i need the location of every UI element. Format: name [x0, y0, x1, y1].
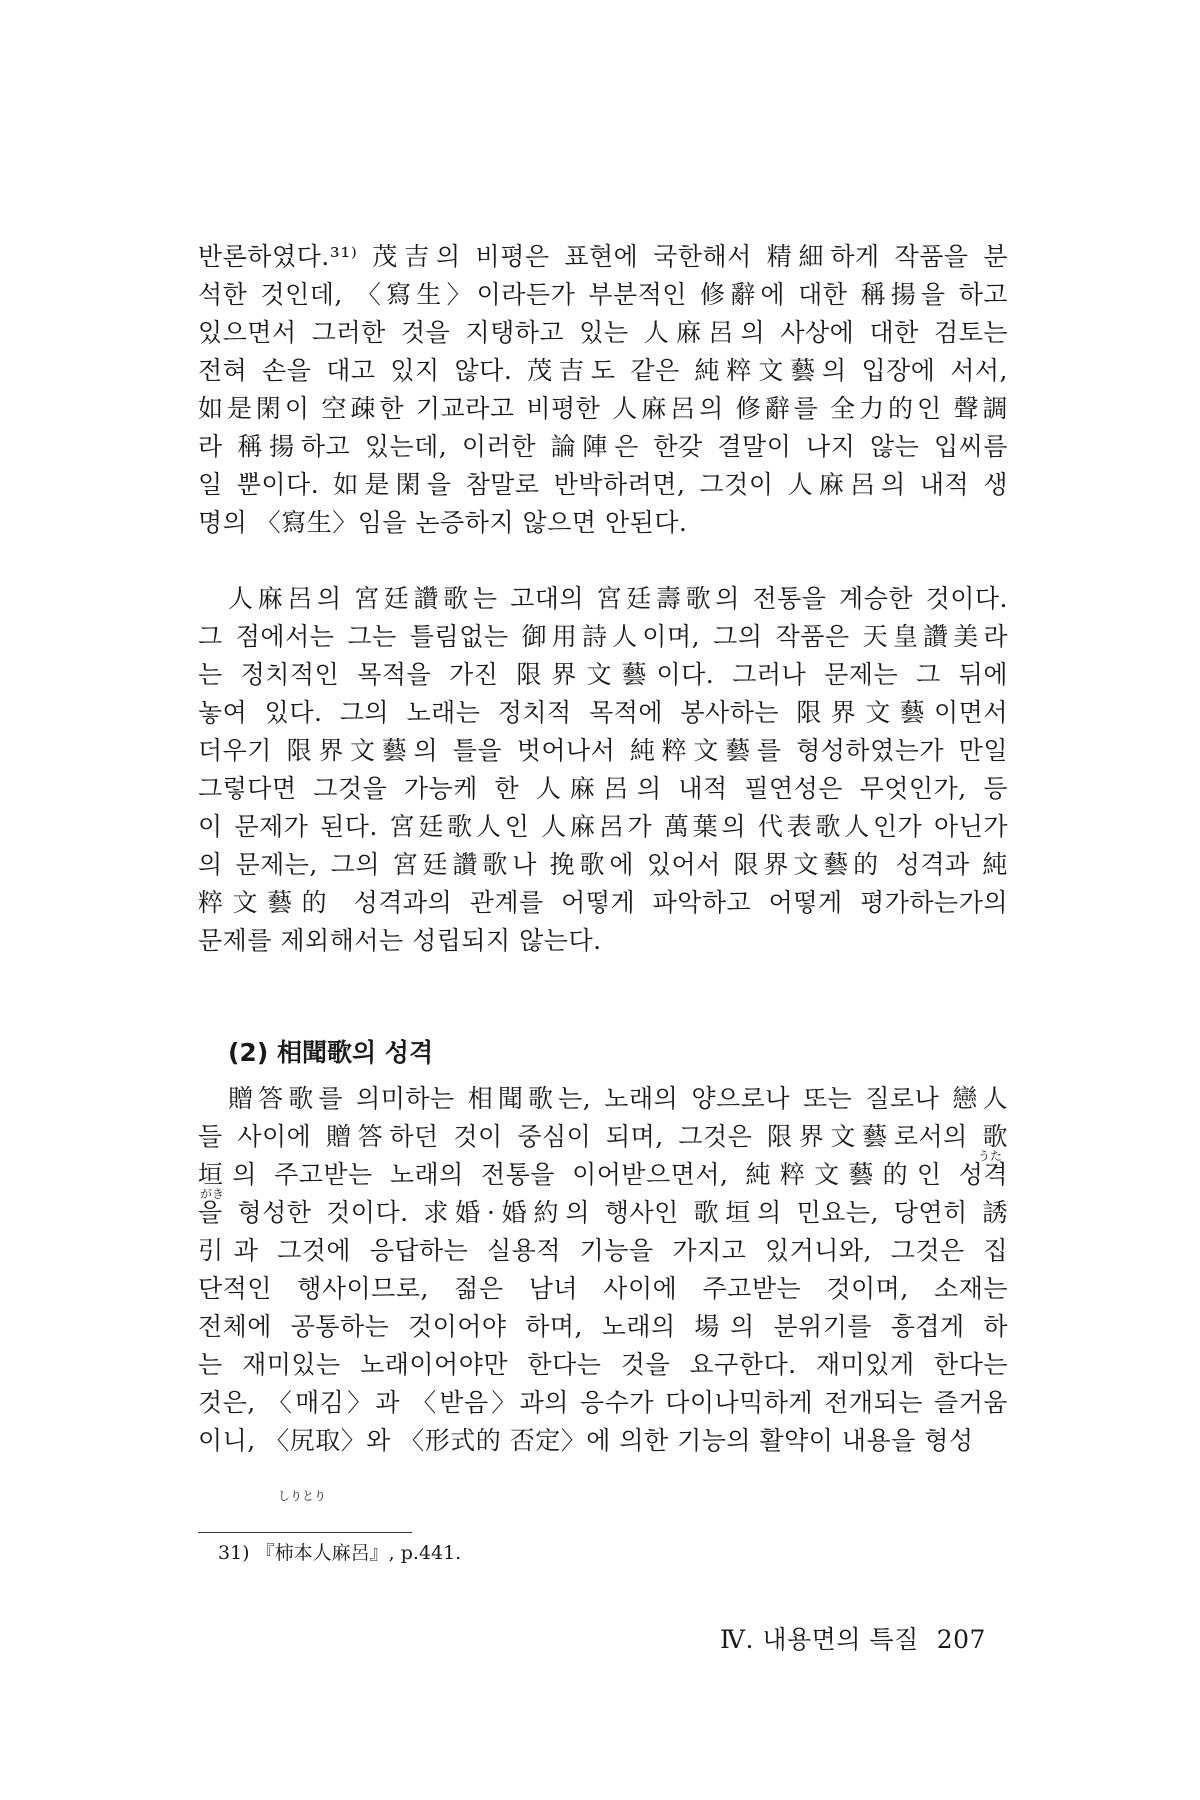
footnote: 31) 『柿本人麻呂』, p.441.: [218, 1542, 462, 1564]
text-line: 단적인 행사이므로, 젊은 남녀 사이에 주고받는 것이며, 소재는: [198, 1274, 1008, 1303]
text-line: 이니, 〈尻取〉와 〈形式的 否定〉에 의한 기능의 활약이 내용을 형성: [198, 1426, 974, 1455]
text-line: 의 문제는, 그의 宮廷讚歌나 挽歌에 있어서 限界文藝的 성격과 純: [198, 850, 1008, 879]
text-line: 석한 것인데, 〈寫生〉이라든가 부분적인 修辭에 대한 稱揚을 하고: [198, 280, 1008, 309]
text-line: 그렇다면 그것을 가능케 한 人麻呂의 내적 필연성은 무엇인가, 등: [198, 774, 1008, 803]
text-line: 전체에 공통하는 것이어야 하며, 노래의 場의 분위기를 흥겹게 하: [198, 1312, 1008, 1341]
text-line: 전혀 손을 대고 있지 않다. 茂吉도 같은 純粹文藝의 입장에 서서,: [198, 356, 1008, 385]
footnote-divider: [198, 1532, 412, 1533]
text-line: 그 점에서는 그는 틀림없는 御用詩人이며, 그의 작품은 天皇讚美라: [198, 622, 1008, 651]
page-number: 207: [936, 1625, 986, 1654]
section-heading: (2) 相聞歌의 성격: [228, 1038, 434, 1067]
text-line: 如是閑이 空疎한 기교라고 비평한 人麻呂의 修辭를 全力的인 聲調: [198, 394, 1008, 423]
text-line: 을 형성한 것이다. 求婚·婚約의 행사인 歌垣의 민요는, 당연히 誘: [198, 1198, 1008, 1227]
text-line: 粹文藝的 성격과의 관계를 어떻게 파악하고 어떻게 평가하는가의: [198, 888, 1008, 917]
text-line: 들 사이에 贈答하던 것이 중심이 되며, 그것은 限界文藝로서의 歌: [198, 1122, 1008, 1151]
text-line: 垣의 주고받는 노래의 전통을 이어받으면서, 純粹文藝的인 성격: [198, 1160, 1008, 1189]
text-line: 것은, 〈매김〉과 〈받음〉과의 응수가 다이나믹하게 전개되는 즐거움: [198, 1388, 1008, 1417]
page-footer: [720, 1624, 986, 1656]
paragraph-3: [198, 1080, 1008, 1460]
ruby-annotation: うた: [978, 1149, 1003, 1163]
text-line: 명의 〈寫生〉임을 논증하지 않으면 안된다.: [198, 508, 688, 537]
ruby-annotation: しりとり: [278, 1489, 327, 1503]
text-line: 반론하였다.³¹⁾ 茂吉의 비평은 표현에 국한해서 精細하게 작품을 분: [198, 242, 1008, 271]
text-line: 引과 그것에 응답하는 실용적 기능을 가지고 있거니와, 그것은 집: [198, 1236, 1008, 1265]
paragraph-2: [198, 580, 1008, 960]
ruby-annotation: がき: [200, 1187, 225, 1201]
text-line: 문제를 제외해서는 성립되지 않는다.: [198, 926, 602, 955]
text-line: 일 뿐이다. 如是閑을 참말로 반박하려면, 그것이 人麻呂의 내적 생: [198, 470, 1008, 499]
text-line: 人麻呂의 宮廷讚歌는 고대의 宮廷壽歌의 전통을 계승한 것이다.: [228, 584, 1008, 613]
text-line: 더우기 限界文藝의 틀을 벗어나서 純粹文藝를 형성하였는가 만일: [198, 736, 1008, 765]
text-line: 贈答歌를 의미하는 相聞歌는, 노래의 양으로나 또는 질로나 戀人: [228, 1084, 1008, 1113]
text-line: 이 문제가 된다. 宮廷歌人인 人麻呂가 萬葉의 代表歌人인가 아닌가: [198, 812, 1008, 841]
paragraph-1: [198, 238, 1008, 542]
text-line: 는 재미있는 노래이어야만 한다는 것을 요구한다. 재미있게 한다는: [198, 1350, 1008, 1379]
running-title: Ⅳ. 내용면의 특질: [720, 1625, 919, 1654]
text-line: 는 정치적인 목적을 가진 限界文藝이다. 그러나 문제는 그 뒤에: [198, 660, 1008, 689]
text-line: 있으면서 그러한 것을 지탱하고 있는 人麻呂의 사상에 대한 검토는: [198, 318, 1008, 347]
text-line: 놓여 있다. 그의 노래는 정치적 목적에 봉사하는 限界文藝이면서: [198, 698, 1008, 727]
text-line: 라 稱揚하고 있는데, 이러한 論陣은 한갖 결말이 나지 않는 입씨름: [198, 432, 1008, 461]
